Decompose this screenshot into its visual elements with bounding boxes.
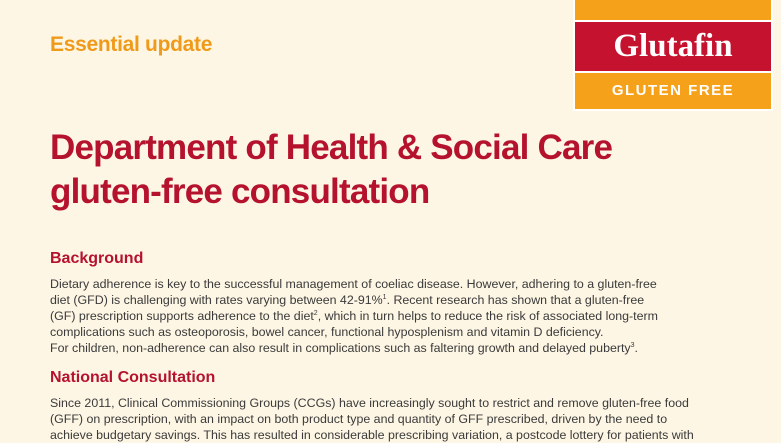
title-line-1: Department of Health & Social Care — [50, 128, 613, 167]
title-line-2: gluten-free consultation — [50, 172, 430, 211]
consultation-heading: National Consultation — [50, 369, 216, 386]
citation: 3 — [630, 341, 635, 349]
text-line: (GF) prescription supports adherence to the diet$^2$, which in turn helps to reduce the risk of associated long-term — [50, 309, 658, 323]
background-heading: Background — [50, 250, 144, 267]
glutafin-logo — [573, 0, 781, 112]
eyebrow-label: Essential update — [50, 33, 213, 56]
citation: 2 — [313, 309, 318, 317]
logo-tagline: GLUTEN FREE — [573, 73, 773, 111]
text-line: diet (GFD) is challenging with rates varying between 42-91%$^1$. Recent research has shown that a gluten-free — [50, 293, 645, 307]
text-line: achieve budgetary savings. This has resulted in considerable prescribing variation, a postcode lottery for patients with — [50, 428, 694, 442]
background-paragraph — [50, 276, 750, 356]
logo-brand: Glutafin — [573, 20, 773, 73]
logo-tab — [573, 0, 773, 20]
text-line: For children, non-adherence can also result in complications such as faltering growth and delayed puberty$^3$. — [50, 341, 638, 355]
text-line: complications such as osteoporosis, bowel cancer, functional hyposplenism and vitamin D deficiency. — [50, 325, 604, 339]
page-title — [50, 126, 612, 214]
text-line: (GFF) on prescription, with an impact on both product type and quantity of GFF prescribed, driven by the need to — [50, 412, 668, 426]
consultation-paragraph — [50, 395, 750, 443]
text-line: Dietary adherence is key to the successful management of coeliac disease. However, adhering to a gluten-free — [50, 277, 657, 291]
citation: 1 — [382, 293, 387, 301]
text-line: Since 2011, Clinical Commissioning Groups (CCGs) have increasingly sought to restrict and remove gluten-free food — [50, 396, 689, 410]
